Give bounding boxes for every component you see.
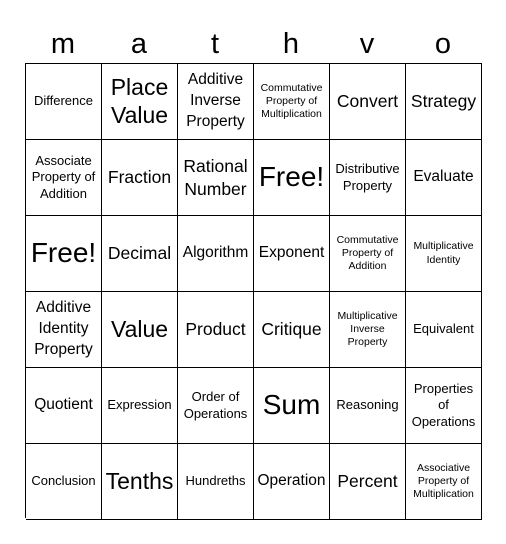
bingo-cell-r2-c6[interactable]: Evaluate (406, 140, 482, 216)
bingo-cell-r5-c5[interactable]: Reasoning (330, 368, 406, 444)
bingo-cell-r4-c6[interactable]: Equivalent (406, 292, 482, 368)
bingo-cell-r4-c2[interactable]: Value (102, 292, 178, 368)
bingo-cell-r2-c2[interactable]: Fraction (102, 140, 178, 216)
bingo-cell-r6-c1[interactable]: Conclusion (26, 444, 102, 520)
bingo-cell-r2-c4[interactable]: Free! (254, 140, 330, 216)
header-letter-o: o (434, 27, 452, 60)
header-letter-a: a (130, 27, 148, 60)
bingo-header (25, 24, 481, 64)
bingo-cell-r5-c2[interactable]: Expression (102, 368, 178, 444)
bingo-cell-r2-c3[interactable]: Rational Number (178, 140, 254, 216)
bingo-cell-r4-c1[interactable]: Additive Identity Property (26, 292, 102, 368)
bingo-cell-r3-c1[interactable]: Free! (26, 216, 102, 292)
bingo-cell-r4-c4[interactable]: Critique (254, 292, 330, 368)
bingo-cell-r3-c2[interactable]: Decimal (102, 216, 178, 292)
bingo-cell-r5-c4[interactable]: Sum (254, 368, 330, 444)
bingo-cell-r1-c1[interactable]: Difference (26, 64, 102, 140)
header-letter-m: m (50, 27, 76, 60)
bingo-cell-r3-c6[interactable]: Multiplicative Identity (406, 216, 482, 292)
bingo-cell-r6-c3[interactable]: Hundreths (178, 444, 254, 520)
header-letter-v: v (359, 27, 375, 60)
bingo-cell-r5-c1[interactable]: Quotient (26, 368, 102, 444)
header-letter-h: h (282, 27, 300, 60)
bingo-cell-r4-c5[interactable]: Multiplicative Inverse Property (330, 292, 406, 368)
bingo-cell-r3-c4[interactable]: Exponent (254, 216, 330, 292)
bingo-cell-r2-c5[interactable]: Distributive Property (330, 140, 406, 216)
bingo-cell-r6-c4[interactable]: Operation (254, 444, 330, 520)
bingo-grid (25, 63, 482, 518)
bingo-cell-r1-c2[interactable]: Place Value (102, 64, 178, 140)
bingo-cell-r6-c5[interactable]: Percent (330, 444, 406, 520)
bingo-cell-r6-c6[interactable]: Associative Property of Multiplication (406, 444, 482, 520)
bingo-cell-r1-c5[interactable]: Convert (330, 64, 406, 140)
bingo-cell-r4-c3[interactable]: Product (178, 292, 254, 368)
bingo-cell-r3-c5[interactable]: Commutative Property of Addition (330, 216, 406, 292)
header-letter-t: t (210, 27, 220, 60)
bingo-cell-r5-c6[interactable]: Properties of Operations (406, 368, 482, 444)
bingo-cell-r1-c6[interactable]: Strategy (406, 64, 482, 140)
bingo-cell-r6-c2[interactable]: Tenths (102, 444, 178, 520)
bingo-cell-r2-c1[interactable]: Associate Property of Addition (26, 140, 102, 216)
bingo-cell-r3-c3[interactable]: Algorithm (178, 216, 254, 292)
bingo-cell-r1-c3[interactable]: Additive Inverse Property (178, 64, 254, 140)
bingo-cell-r5-c3[interactable]: Order of Operations (178, 368, 254, 444)
bingo-cell-r1-c4[interactable]: Commutative Property of Multiplication (254, 64, 330, 140)
